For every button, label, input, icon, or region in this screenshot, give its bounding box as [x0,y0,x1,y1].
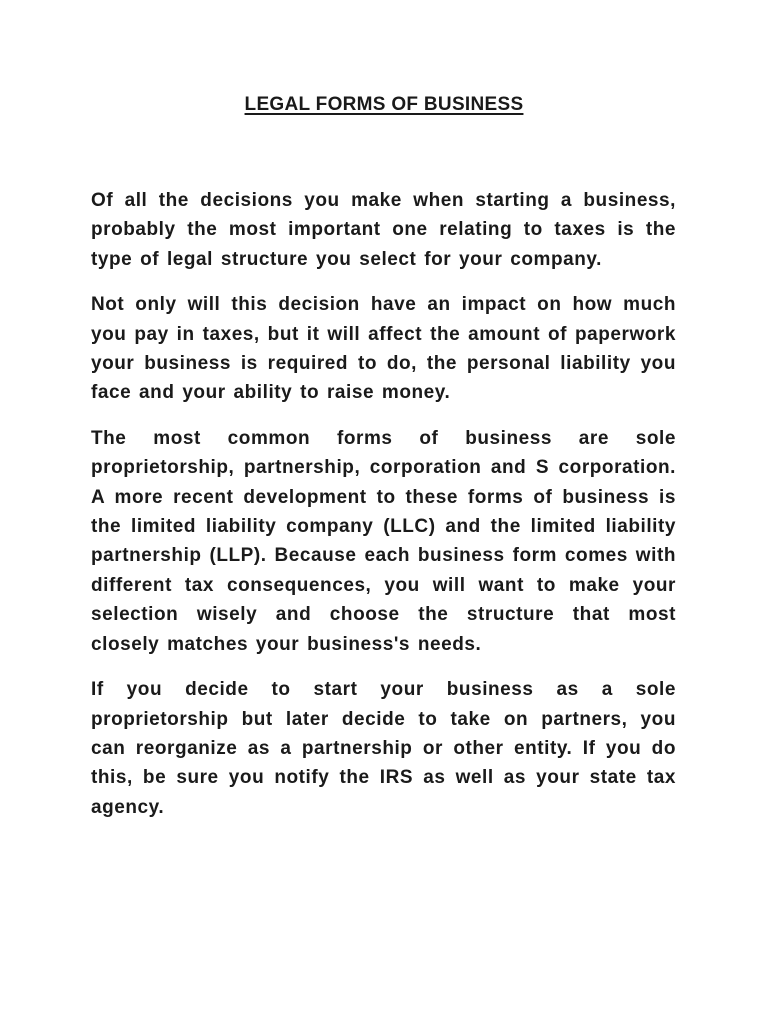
paragraph-reorganize: If you decide to start your business as a sole proprietorship but later decide to take on partners, you can reorganize as a partnership or other entity. If you do this, be sure you notify the IRS as well as your state tax agency. [91,679,676,818]
paragraph-intro: Of all the decisions you make when starting a business, probably the most important one relating to taxes is the type of legal structure you select for your company. [91,190,676,270]
page-title: LEGAL FORMS OF BUSINESS [244,94,524,115]
document-body [91,186,676,838]
paragraph-common-forms: The most common forms of business are sole proprietorship, partnership, corporation and S corporation. A more recent development to these forms of business is the limited liability company (LLC) and the limited liability partnership (LLP). Because each business form comes with different tax consequences, you will want to make your selection wisely and choose the structure that most closely matches your business's needs. [91,427,676,655]
paragraph-impact: Not only will this decision have an impact on how much you pay in taxes, but it will affect the amount of paperwork your business is required to do, the personal liability you face and your ability to raise money. [91,294,676,404]
